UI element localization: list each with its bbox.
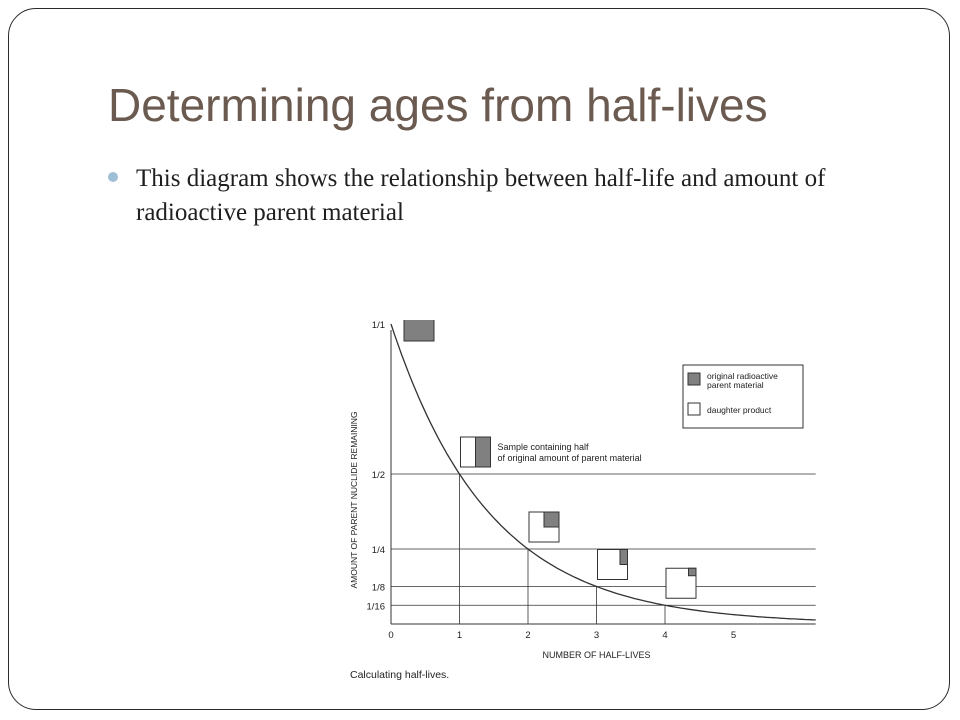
x-tick-label: 5 (730, 630, 737, 641)
x-tick-label: 1 (456, 630, 463, 641)
y-tick-label: 1/16 (366, 601, 385, 613)
bullet-text: This diagram shows the relationship between half-life and amount of radioactive parent material (136, 165, 826, 226)
legend-label: daughter product (707, 405, 772, 415)
annotation-line-2: of original amount of parent material (497, 453, 642, 463)
x-tick-label: 4 (662, 630, 668, 641)
x-tick-label: 2 (525, 630, 531, 641)
y-tick-label: 1/4 (371, 545, 385, 556)
annotation-line-1: Sample containing half (497, 442, 589, 452)
legend-label: parent material (707, 380, 764, 390)
y-tick-label: 1/8 (371, 582, 385, 594)
chart-caption: Calculating half-lives. (350, 669, 450, 681)
x-axis-title: NUMBER OF HALF-LIVES (542, 650, 651, 660)
half-life-chart (340, 320, 820, 692)
legend-swatch (688, 373, 700, 385)
legend-swatch (688, 403, 700, 415)
x-tick-label: 3 (593, 630, 600, 641)
parent-portion (476, 437, 491, 467)
parent-portion (620, 550, 628, 565)
x-tick-label: 0 (388, 630, 394, 641)
y-tick-label: 1/2 (371, 470, 385, 481)
y-tick-label: 1/1 (371, 320, 385, 331)
y-axis-title: AMOUNT OF PARENT NUCLIDE REMAINING (349, 411, 359, 589)
legend-label: original radioactive (707, 371, 778, 381)
parent-portion (404, 320, 434, 341)
parent-portion (689, 568, 697, 576)
slide-title: Determining ages from half-lives (108, 79, 768, 131)
parent-portion (544, 512, 559, 527)
bullet-dot-icon (108, 172, 118, 182)
